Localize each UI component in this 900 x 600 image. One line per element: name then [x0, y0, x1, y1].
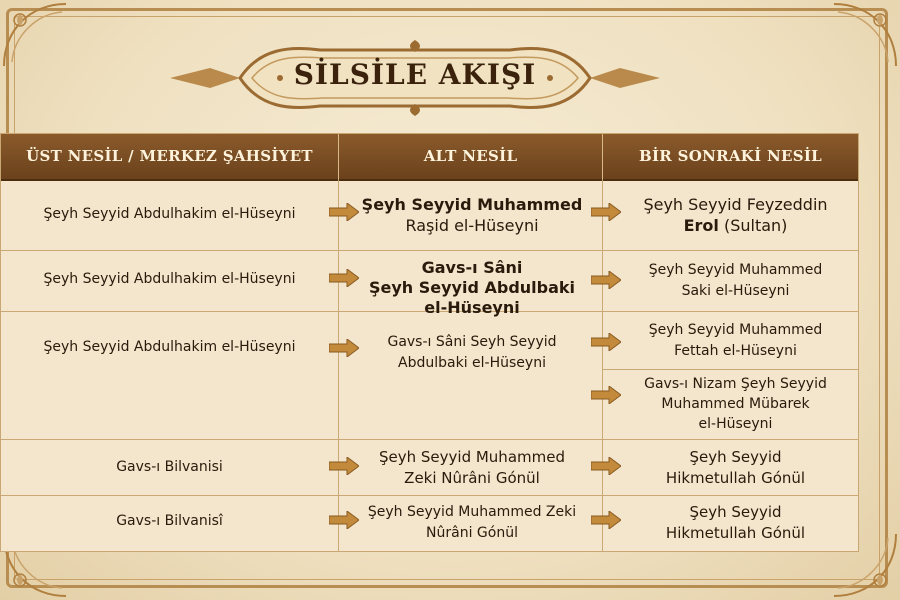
table-cell-next: Şeyh Seyyid Muhammed Saki el-Hüseyni [648, 262, 823, 299]
table-cell-upper: Şeyh Seyyid Abdulhakim el-Hüseyni [43, 339, 296, 355]
table-header [1, 134, 858, 181]
column-header-upper: ÜST NESİL / MERKEZ ŞAHSİYET [26, 147, 313, 165]
corner-ornament-top-right [830, 0, 900, 70]
column-header-lower: ALT NESİL [423, 147, 518, 165]
table-cell-lower: Şeyh Seyyid Muhammed Raşid el-Hüseyni [361, 195, 583, 235]
table-cell-upper: Gavs-ı Bilvanisî [116, 513, 223, 529]
table-cell-upper: Şeyh Seyyid Abdulhakim el-Hüseyni [43, 271, 296, 287]
table-cell-next: Gavs-ı Nizam Şeyh Seyyid Muhammed Mübarek el-Hüseyni [644, 376, 827, 432]
table-cell-upper: Şeyh Seyyid Abdulhakim el-Hüseyni [43, 206, 296, 222]
column-header-next: BİR SONRAKİ NESİL [638, 147, 822, 165]
table-cell-lower: Gavs-ı Sâni Şeyh Seyyid Abdulbaki el-Hüseyni [368, 258, 576, 317]
table-cell-lower: Şeyh Seyyid Muhammed Zeki Nûrâni Gónül [379, 448, 565, 487]
row-divider [1, 439, 858, 440]
row-divider [602, 369, 858, 370]
header-divider [338, 134, 339, 179]
table-cell-next: Şeyh Seyyid Hikmetullah Gónül [665, 448, 806, 487]
table-cell-upper: Gavs-ı Bilvanisi [116, 459, 223, 475]
header-divider [602, 134, 603, 179]
row-divider [1, 250, 858, 251]
table-cell-next: Şeyh Seyyid Hikmetullah Gónül [665, 503, 806, 542]
table-cell-lower: Gavs-ı Sâni Seyh Seyyid Abdulbaki el-Hüseyni [387, 334, 557, 371]
lineage-table [0, 133, 859, 552]
table-cell-next: Şeyh Seyyid Feyzeddin Erol (Sultan) [643, 195, 828, 235]
table-cell-next: Şeyh Seyyid Muhammed Fettah el-Hüseyni [648, 322, 823, 359]
title-cartouche [170, 38, 660, 118]
page-title: SİLSİLE AKIŞI [293, 58, 537, 91]
row-divider [1, 495, 858, 496]
corner-ornament-top-left [0, 0, 70, 70]
table-cell-lower: Şeyh Seyyid Muhammed Zeki Nûrâni Gónül [367, 504, 577, 541]
